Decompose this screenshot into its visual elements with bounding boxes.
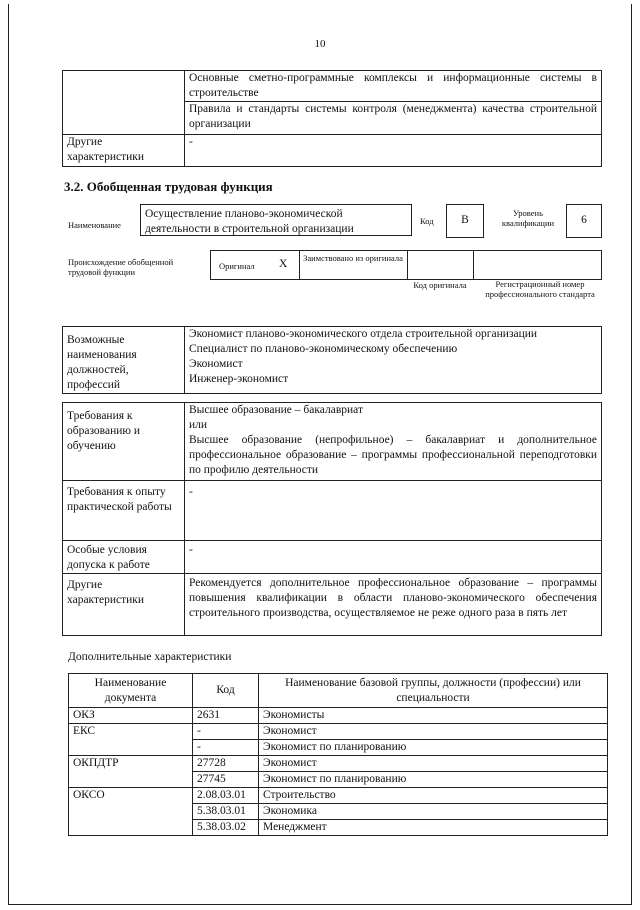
origin-label: Происхождение обобщенной трудовой функции (68, 257, 174, 277)
position-item: Специалист по планово-экономическому обеспечению (189, 343, 458, 355)
row-code: 2631 (193, 708, 259, 724)
experience-value: - (185, 481, 602, 541)
row-code: - (193, 724, 259, 740)
table-row (69, 788, 608, 804)
function-code: B (446, 204, 484, 238)
row-code: 5.38.03.01 (193, 804, 259, 820)
row-name: Экономист (259, 756, 608, 772)
divider (473, 251, 474, 279)
requirements-table (62, 402, 602, 636)
positions-label: Возможные наименования должностей, профессий (63, 327, 185, 394)
function-name: Осуществление планово-экономической деятельности в строительной организации (140, 204, 412, 236)
qualification-level: 6 (566, 204, 602, 238)
header-document: Наименование документа (69, 674, 193, 708)
row-doc: ОКПДТР (69, 756, 193, 788)
borrowed-label: Заимствовано из оригинала (303, 253, 403, 263)
top-table-other-value: - (185, 135, 602, 167)
education-line: Высшее образование – бакалавриат (189, 404, 363, 416)
origin-box (210, 250, 602, 280)
divider (407, 251, 408, 279)
education-line: Высшее образование (непрофильное) – бакалавриат и дополнительное профессиональное образование – программы профессиональной переподготовки по профилю деятельности (189, 434, 597, 476)
education-label: Требования к образованию и обучению (63, 403, 185, 481)
table-row (69, 708, 608, 724)
code-original-caption: Код оригинала (413, 280, 467, 290)
name-label: Наименование (68, 220, 121, 230)
row-code: 27728 (193, 756, 259, 772)
level-label: Уровень квалификации (501, 208, 555, 228)
row-doc: ОКЗ (69, 708, 193, 724)
original-mark: X (279, 258, 288, 270)
top-table-row1: Основные сметно-программные комплексы и информационные системы в строительстве (185, 71, 602, 102)
row-name: Экономист (259, 724, 608, 740)
top-table (62, 70, 602, 167)
experience-label: Требования к опыту практической работы (63, 481, 185, 541)
header-name: Наименование базовой группы, должности (профессии) или специальности (259, 674, 608, 708)
section-heading: 3.2. Обобщенная трудовая функция (64, 179, 273, 194)
other-label: Другие характеристики (63, 574, 185, 636)
row-code: 2.08.03.01 (193, 788, 259, 804)
code-label: Код (420, 216, 434, 226)
row-code: - (193, 740, 259, 756)
position-item: Экономист планово-экономического отдела строительной организации (189, 328, 538, 340)
access-value: - (185, 541, 602, 574)
divider (299, 251, 300, 279)
position-item: Инженер-экономист (189, 373, 289, 385)
row-name: Строительство (259, 788, 608, 804)
original-label: Оригинал (219, 261, 255, 271)
row-name: Экономист по планированию (259, 740, 608, 756)
positions-table (62, 326, 602, 394)
education-line: или (189, 419, 208, 431)
page-number: 10 (314, 38, 326, 50)
additional-title: Дополнительные характеристики (68, 651, 232, 663)
header-code: Код (193, 674, 259, 708)
education-value (185, 403, 602, 481)
row-name: Экономист по планированию (259, 772, 608, 788)
position-item: Экономист (189, 358, 243, 370)
row-code: 5.38.03.02 (193, 820, 259, 836)
row-doc: ЕКС (69, 724, 193, 756)
other-value: Рекомендуется дополнительное профессиональное образование – программы повышения квалификации в области планово-экономического обеспечения строительного производства, осуществляемое не реже одного раза в пять лет (185, 574, 602, 636)
row-name: Менеджмент (259, 820, 608, 836)
row-name: Экономисты (259, 708, 608, 724)
row-doc: ОКСО (69, 788, 193, 836)
top-table-empty-cell (63, 71, 185, 135)
reg-number-caption: Регистрационный номер профессионального стандарта (485, 279, 595, 299)
table-row (69, 756, 608, 772)
row-code: 27745 (193, 772, 259, 788)
table-row (69, 724, 608, 740)
top-table-row2: Правила и стандарты системы контроля (менеджмента) качества строительной организации (185, 102, 602, 135)
access-label: Особые условия допуска к работе (63, 541, 185, 574)
row-name: Экономика (259, 804, 608, 820)
additional-table (68, 673, 608, 836)
top-table-other-label: Другие характеристики (63, 135, 185, 167)
positions-list (185, 327, 602, 394)
